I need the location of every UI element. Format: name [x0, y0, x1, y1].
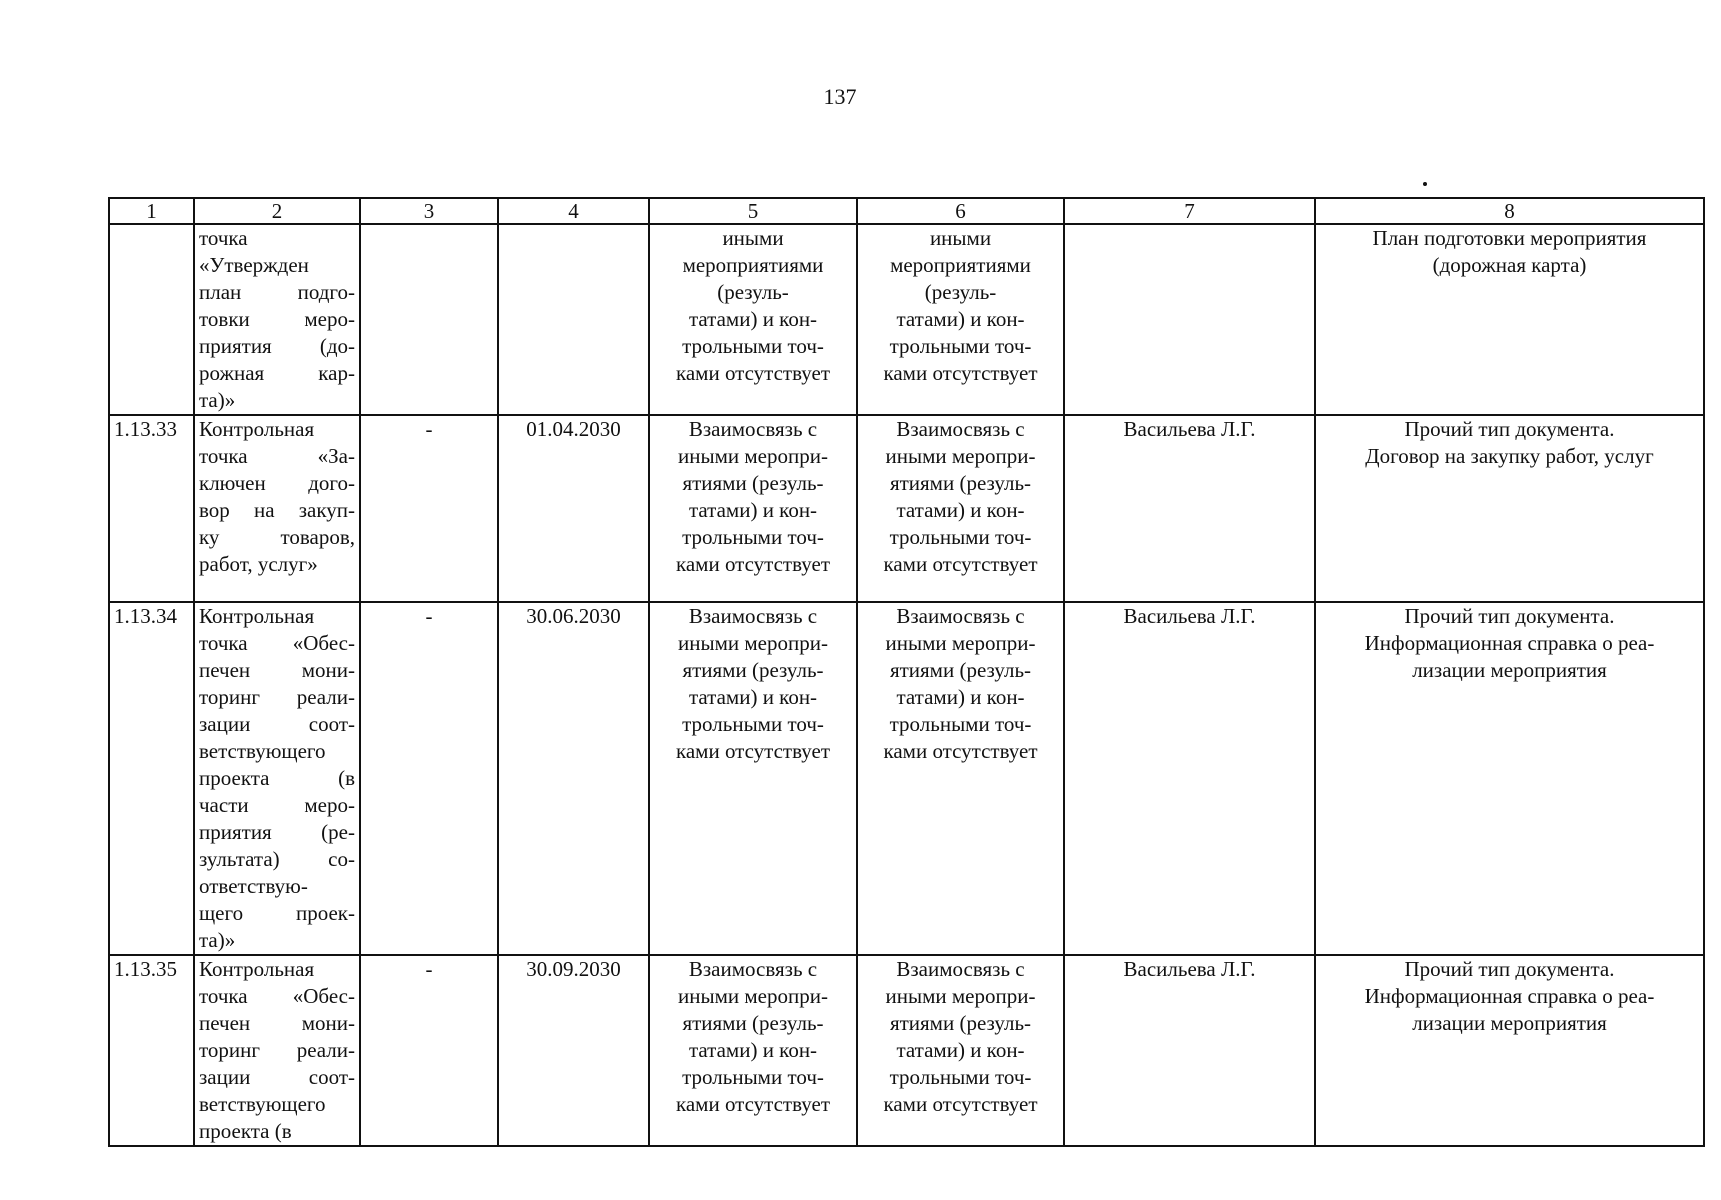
- table-row: [109, 955, 1704, 1146]
- relationship-text-line: иными мероприятиями (резуль-: [682, 226, 824, 304]
- control-point-name-line: ответствую-: [199, 874, 308, 898]
- relationship-text: [649, 224, 857, 415]
- control-point-name-line: рожная кар-: [199, 361, 355, 385]
- relationship-text-alt: [857, 224, 1064, 415]
- control-point-name-line: приятия (ре-: [199, 820, 355, 844]
- document-type-line: (дорожная карта): [1432, 253, 1587, 277]
- control-point-name-line: проекта (в: [199, 766, 355, 790]
- column-header: 7: [1064, 198, 1315, 224]
- document-type-line: Прочий тип документа.: [1404, 604, 1615, 628]
- control-point-name-line: Контрольная: [199, 957, 315, 981]
- column-3-value: -: [360, 415, 498, 602]
- relationship-text-alt-line: Взаимосвязь с: [896, 604, 1025, 628]
- relationship-text: [649, 415, 857, 602]
- document-type-line: Прочий тип документа.: [1404, 417, 1615, 441]
- plan-table: [108, 197, 1705, 1147]
- relationship-text-alt-line: татами) и кон-: [896, 307, 1025, 331]
- row-number: 1.13.35: [109, 955, 194, 1146]
- control-point-name-line: точка «Обес-: [199, 631, 355, 655]
- row-number: 1.13.34: [109, 602, 194, 955]
- relationship-text-alt-line: ками отсутствует: [883, 739, 1038, 763]
- relationship-text-line: трольными точ-: [682, 334, 824, 358]
- control-point-name-line: щего проек-: [199, 901, 355, 925]
- relationship-text-alt-line: ками отсутствует: [883, 361, 1038, 385]
- deadline-date: 01.04.2030: [498, 415, 649, 602]
- relationship-text-alt-line: Взаимосвязь с: [896, 957, 1025, 981]
- control-point-name-line: печен мони-: [199, 1011, 355, 1035]
- relationship-text-alt-line: трольными точ-: [889, 1065, 1032, 1089]
- relationship-text-line: татами) и кон-: [688, 1038, 818, 1062]
- control-point-name: [194, 415, 360, 602]
- relationship-text-line: ятиями (резуль-: [682, 471, 824, 495]
- relationship-text-line: Взаимосвязь с: [688, 604, 818, 628]
- relationship-text-line: иными меропри-: [678, 631, 828, 655]
- relationship-text-alt-line: татами) и кон-: [896, 1038, 1025, 1062]
- relationship-text-alt-line: татами) и кон-: [896, 498, 1025, 522]
- relationship-text-line: ятиями (резуль-: [682, 1011, 824, 1035]
- column-header: 6: [857, 198, 1064, 224]
- document-type: [1315, 955, 1704, 1146]
- control-point-name-line: ветствующего: [199, 739, 326, 763]
- column-3-value: -: [360, 602, 498, 955]
- column-header: 2: [194, 198, 360, 224]
- deadline-date: 30.06.2030: [498, 602, 649, 955]
- relationship-text: [649, 955, 857, 1146]
- control-point-name-line: «Утвержден: [199, 253, 309, 277]
- relationship-text-alt-line: иными мероприятиями (резуль-: [890, 226, 1031, 304]
- column-header: 4: [498, 198, 649, 224]
- relationship-text-line: ками отсутствует: [675, 552, 831, 576]
- relationship-text-line: ятиями (резуль-: [682, 658, 824, 682]
- relationship-text-alt: [857, 415, 1064, 602]
- control-point-name-line: точка «Обес-: [199, 984, 355, 1008]
- relationship-text-line: татами) и кон-: [688, 307, 818, 331]
- document-type-line: Прочий тип документа.: [1404, 957, 1615, 981]
- responsible-person: Васильева Л.Г.: [1064, 955, 1315, 1146]
- control-point-name-line: части меро-: [199, 793, 355, 817]
- relationship-text-alt-line: трольными точ-: [889, 334, 1032, 358]
- relationship-text-line: татами) и кон-: [688, 685, 818, 709]
- relationship-text-line: трольными точ-: [682, 712, 824, 736]
- control-point-name-line: приятия (до-: [199, 334, 355, 358]
- column-header: 8: [1315, 198, 1704, 224]
- relationship-text-line: Взаимосвязь с: [688, 957, 818, 981]
- relationship-text-alt-line: ками отсутствует: [883, 552, 1038, 576]
- relationship-text-line: ками отсутствует: [675, 739, 831, 763]
- table-body: [109, 224, 1704, 1146]
- control-point-name-line: товки меро-: [199, 307, 355, 331]
- control-point-name-line: торинг реали-: [199, 1038, 355, 1062]
- control-point-name-line: та)»: [199, 928, 236, 952]
- control-point-name-line: работ, услуг»: [199, 552, 318, 576]
- responsible-person: Васильева Л.Г.: [1064, 415, 1315, 602]
- document-type: [1315, 224, 1704, 415]
- relationship-text-line: иными меропри-: [678, 444, 828, 468]
- table-row: [109, 415, 1704, 602]
- relationship-text-alt-line: татами) и кон-: [896, 685, 1025, 709]
- relationship-text-line: татами) и кон-: [688, 498, 818, 522]
- column-header: 1: [109, 198, 194, 224]
- relationship-text-alt-line: ками отсутствует: [883, 1092, 1038, 1116]
- control-point-name-line: план подго-: [199, 280, 355, 304]
- control-point-name-line: ветствующего: [199, 1092, 326, 1116]
- control-point-name-line: Контрольная: [199, 604, 315, 628]
- table-row: [109, 602, 1704, 955]
- stray-dot-mark: [1423, 182, 1427, 186]
- column-3-value: -: [360, 955, 498, 1146]
- document-type: [1315, 602, 1704, 955]
- deadline-date: 30.09.2030: [498, 955, 649, 1146]
- relationship-text-alt-line: трольными точ-: [889, 525, 1032, 549]
- control-point-name-line: проекта (в: [199, 1119, 292, 1143]
- table-row: [109, 224, 1704, 415]
- page-number: 137: [823, 84, 857, 109]
- document-type-line: лизации мероприятия: [1412, 658, 1607, 682]
- document-type-line: Договор на закупку работ, услуг: [1365, 444, 1654, 468]
- control-point-name-line: вор на закуп-: [199, 498, 355, 522]
- control-point-name-line: точка «За-: [199, 444, 355, 468]
- row-number: [109, 224, 194, 415]
- document-type-line: Информационная справка о реа-: [1364, 631, 1655, 655]
- relationship-text-line: трольными точ-: [682, 525, 824, 549]
- control-point-name-line: торинг реали-: [199, 685, 355, 709]
- relationship-text-alt: [857, 602, 1064, 955]
- column-3-value: [360, 224, 498, 415]
- control-point-name-line: ку товаров,: [199, 525, 355, 549]
- document-type-line: План подготовки мероприятия: [1372, 226, 1647, 250]
- column-header: 3: [360, 198, 498, 224]
- relationship-text: [649, 602, 857, 955]
- control-point-name-line: ключен дого-: [199, 471, 355, 495]
- relationship-text-alt-line: Взаимосвязь с: [896, 417, 1025, 441]
- control-point-name-line: Контрольная: [199, 417, 315, 441]
- document-type-line: лизации мероприятия: [1412, 1011, 1607, 1035]
- relationship-text-alt: [857, 955, 1064, 1146]
- relationship-text-line: ками отсутствует: [675, 1092, 831, 1116]
- relationship-text-alt-line: иными меропри-: [885, 631, 1036, 655]
- control-point-name-line: та)»: [199, 388, 236, 412]
- column-header: 5: [649, 198, 857, 224]
- relationship-text-alt-line: ятиями (резуль-: [889, 1011, 1032, 1035]
- row-number: 1.13.33: [109, 415, 194, 602]
- relationship-text-alt-line: ятиями (резуль-: [889, 658, 1032, 682]
- control-point-name-line: зации соот-: [199, 712, 355, 736]
- control-point-name: [194, 602, 360, 955]
- control-point-name-line: зультата) со-: [199, 847, 355, 871]
- relationship-text-line: иными меропри-: [678, 984, 828, 1008]
- header-row: [109, 198, 1704, 224]
- control-point-name: [194, 955, 360, 1146]
- document-type-line: Информационная справка о реа-: [1364, 984, 1655, 1008]
- relationship-text-alt-line: ятиями (резуль-: [889, 471, 1032, 495]
- responsible-person: Васильева Л.Г.: [1064, 602, 1315, 955]
- relationship-text-alt-line: иными меропри-: [885, 444, 1036, 468]
- deadline-date: [498, 224, 649, 415]
- relationship-text-line: Взаимосвязь с: [688, 417, 818, 441]
- control-point-name: [194, 224, 360, 415]
- control-point-name-line: зации соот-: [199, 1065, 355, 1089]
- relationship-text-line: трольными точ-: [682, 1065, 824, 1089]
- relationship-text-alt-line: трольными точ-: [889, 712, 1032, 736]
- control-point-name-line: точка: [199, 226, 248, 250]
- relationship-text-line: ками отсутствует: [675, 361, 831, 385]
- document-type: [1315, 415, 1704, 602]
- control-point-name-line: печен мони-: [199, 658, 355, 682]
- relationship-text-alt-line: иными меропри-: [885, 984, 1036, 1008]
- responsible-person: [1064, 224, 1315, 415]
